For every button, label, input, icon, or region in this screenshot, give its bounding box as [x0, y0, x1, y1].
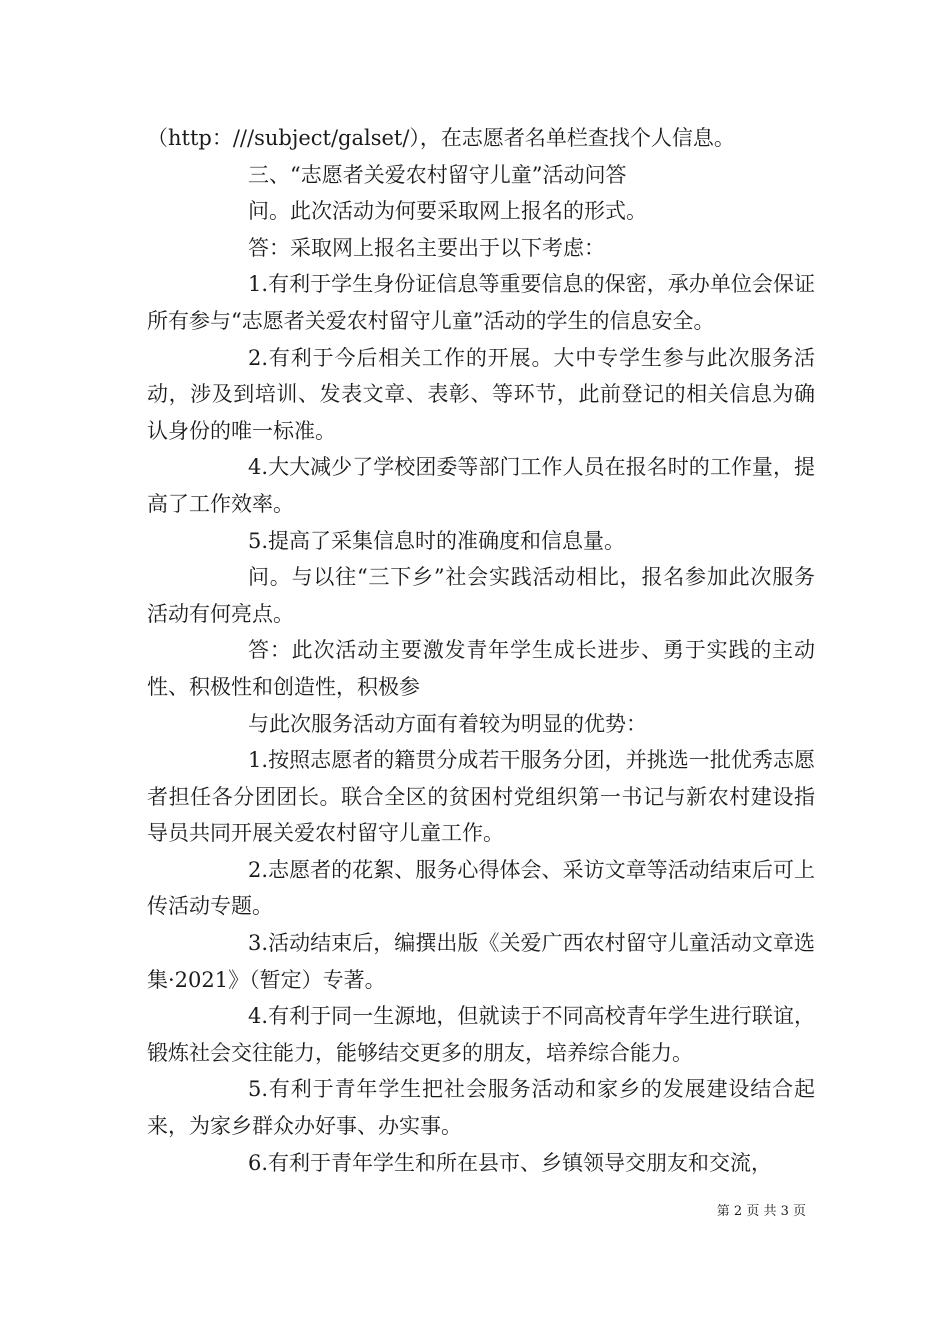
question-paragraph: 问。此次活动为何要采取网上报名的形式。: [248, 199, 647, 224]
list-item-paragraph: 6.有利于青年学生和所在县市、乡镇领导交朋友和交流，: [248, 1150, 773, 1175]
list-item-paragraph: 1.按照志愿者的籍贯分成若干服务分团，并挑选一批优秀志愿者担任各分团团长。联合全区的贫困村党组织第一书记与新农村建设指导员共同开展关爱农村留守儿童工作。: [147, 748, 815, 846]
page-number-footer: 第 2 页 共 3 页: [716, 1204, 806, 1219]
list-item-paragraph: 5.有利于青年学生把社会服务活动和家乡的发展建设结合起来，为家乡群众办好事、办实事。: [147, 1077, 815, 1139]
list-item-paragraph: 4.有利于同一生源地，但就读于不同高校青年学生进行联谊，锻炼社会交往能力，能够结交更多的朋友，培养综合能力。: [147, 1004, 815, 1065]
list-item-paragraph: 1.有利于学生身份证信息等重要信息的保密，承办单位会保证所有参与“志愿者关爱农村留守儿童”活动的学生的信息安全。: [147, 272, 815, 333]
list-item-paragraph: 4.大大减少了学校团委等部门工作人员在报名时的工作量，提高了工作效率。: [147, 455, 815, 516]
answer-continuation-paragraph: 与此次服务活动方面有着较为明显的优势：: [248, 711, 647, 736]
list-item-paragraph: 3.活动结束后，编撰出版《关爱广西农村留守儿童活动文章选集·2021》（暂定）专著。: [147, 931, 815, 992]
question-paragraph: 问。与以往“三下乡”社会实践活动相比，报名参加此次服务活动有何亮点。: [147, 565, 815, 626]
answer-paragraph: 答：采取网上报名主要出于以下考虑：: [248, 235, 605, 260]
list-item-paragraph: 5.提高了采集信息时的准确度和信息量。: [248, 528, 626, 553]
answer-paragraph: 答：此次活动主要激发青年学生成长进步、勇于实践的主动性、积极性和创造性，积极参: [147, 638, 815, 699]
section-heading: 三、“志愿者关爱农村留守儿童”活动问答: [248, 162, 627, 187]
document-body: [147, 120, 815, 1181]
list-item-paragraph: 2.志愿者的花絮、服务心得体会、采访文章等活动结束后可上传活动专题。: [147, 857, 815, 919]
list-item-paragraph: 2.有利于今后相关工作的开展。大中专学生参与此次服务活动，涉及到培训、发表文章、表彰、等环节，此前登记的相关信息为确认身份的唯一标准。: [147, 345, 815, 443]
paragraph-url-continuation: （http：///subject/galset/），在志愿者名单栏查找个人信息。: [147, 126, 735, 150]
